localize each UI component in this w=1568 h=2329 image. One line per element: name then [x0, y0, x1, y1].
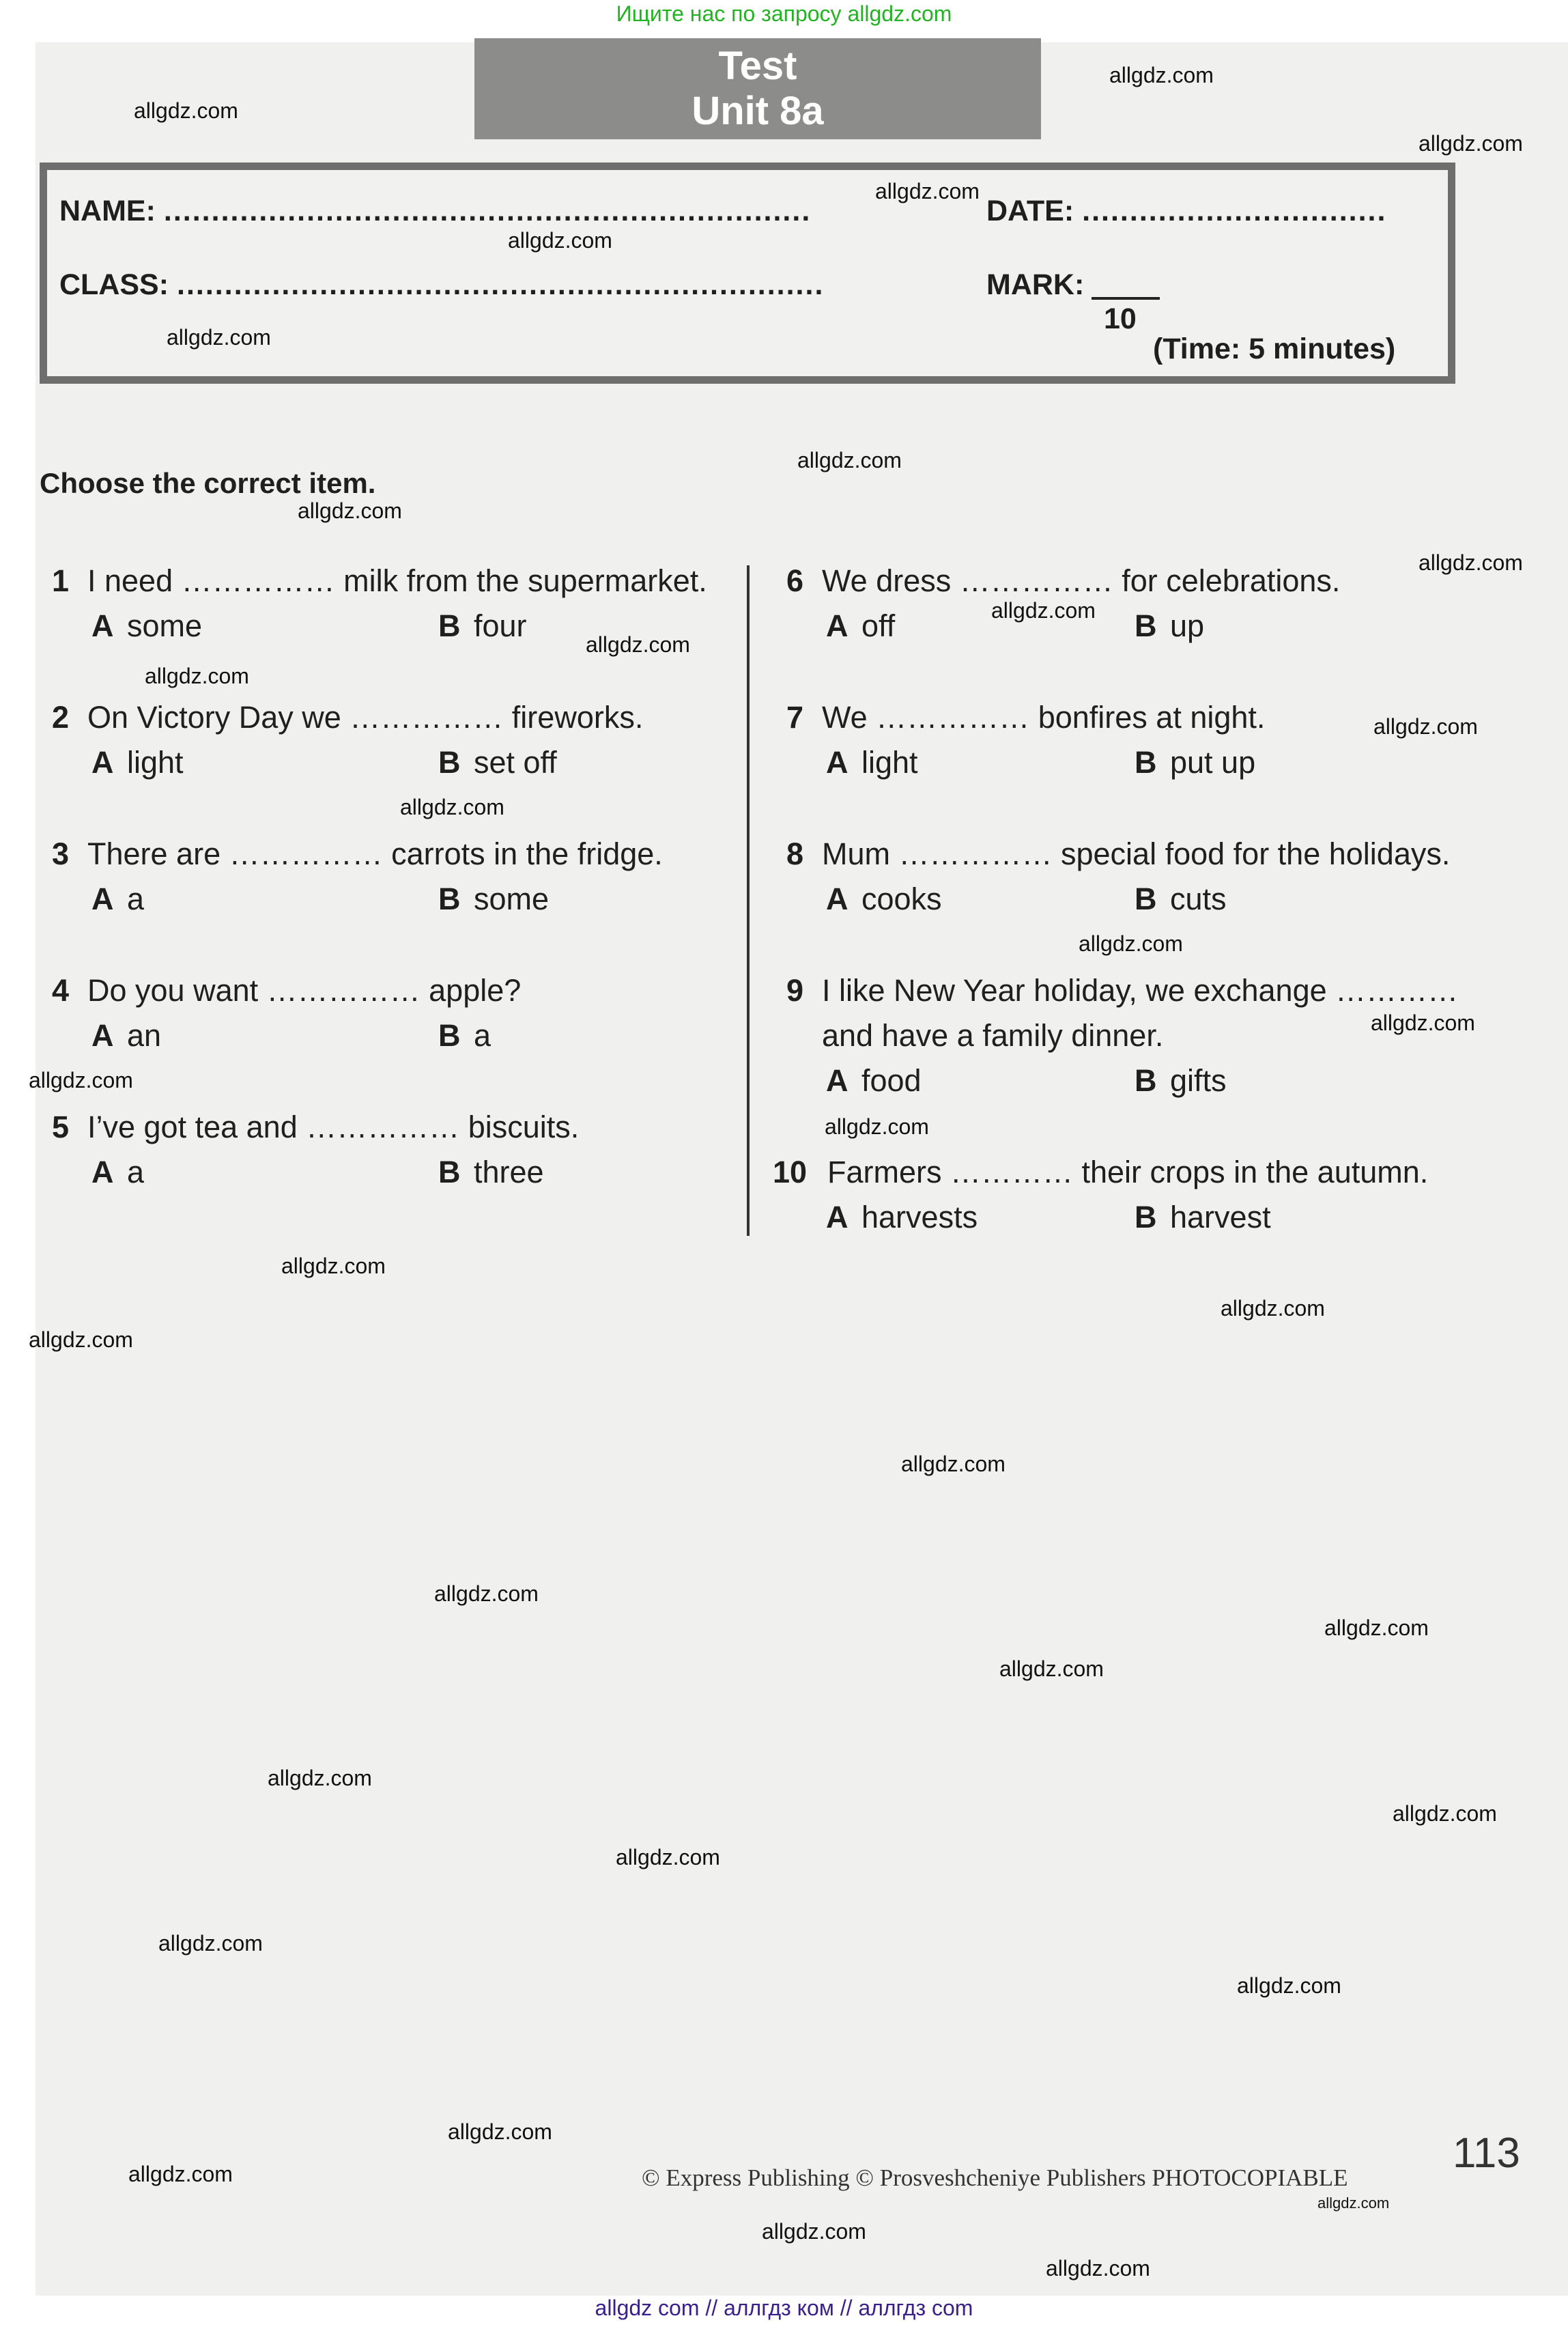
question-number: 3	[52, 836, 70, 871]
instruction: Choose the correct item.	[40, 467, 376, 499]
question-number: 7	[786, 700, 804, 735]
option-a[interactable]: A some	[91, 608, 203, 643]
watermark: allgdz.com	[268, 1766, 372, 1790]
question-9	[786, 968, 1458, 1103]
option-b[interactable]: B gifts	[1135, 1063, 1227, 1098]
copyright-notice: © Express Publishing © Prosveshcheniye Publishers PHOTOCOPIABLE	[642, 2164, 1348, 2191]
name-row	[59, 195, 811, 228]
watermark: allgdz.com	[825, 1114, 929, 1139]
watermark: allgdz.com	[158, 1931, 263, 1956]
question-text: Farmers ………… their crops in the autumn.	[827, 1155, 1429, 1189]
watermark: allgdz.com	[448, 2119, 552, 2144]
mark-label: MARK:	[986, 268, 1085, 301]
option-a[interactable]: A a	[91, 1155, 145, 1189]
title-line-1: Test	[718, 44, 797, 88]
class-label: CLASS:	[59, 268, 169, 301]
date-row	[986, 195, 1386, 228]
option-b[interactable]: B cuts	[1135, 881, 1227, 916]
option-a[interactable]: A off	[826, 608, 896, 643]
option-b[interactable]: B put up	[1135, 745, 1256, 780]
question-text: On Victory Day we …………… fireworks.	[87, 700, 644, 735]
watermark: allgdz.com	[145, 664, 249, 688]
watermark: allgdz.com	[1373, 714, 1478, 739]
watermark: allgdz.com	[1324, 1615, 1429, 1640]
watermark: allgdz.com	[1221, 1296, 1325, 1321]
watermark: allgdz.com	[1393, 1801, 1497, 1826]
question-text: There are …………… carrots in the fridge.	[87, 836, 663, 871]
watermark: allgdz.com	[1237, 1973, 1341, 1998]
question-7	[786, 695, 1265, 785]
watermark: allgdz.com	[1419, 131, 1523, 156]
time-limit: (Time: 5 minutes)	[1153, 333, 1396, 365]
watermark: allgdz.com	[29, 1068, 133, 1092]
option-a[interactable]: A food	[826, 1063, 922, 1098]
mark-denominator: 10	[1104, 302, 1137, 335]
watermark: allgdz.com	[762, 2219, 866, 2244]
option-b[interactable]: B harvest	[1135, 1200, 1271, 1234]
page-number: 113	[1453, 2130, 1520, 2177]
watermark: allgdz.com	[298, 498, 402, 523]
option-b[interactable]: B up	[1135, 608, 1205, 643]
question-5	[52, 1105, 579, 1195]
option-b[interactable]: B three	[438, 1155, 544, 1189]
question-number: 1	[52, 563, 70, 598]
question-text: Do you want …………… apple?	[87, 973, 522, 1008]
question-8	[786, 832, 1450, 922]
question-number: 8	[786, 836, 804, 871]
watermark: allgdz.com	[991, 598, 1096, 623]
question-3	[52, 832, 663, 922]
watermark: allgdz.com	[128, 2162, 233, 2186]
option-a[interactable]: A cooks	[826, 881, 942, 916]
mark-row	[986, 268, 1084, 302]
question-number: 10	[773, 1155, 808, 1189]
option-b[interactable]: B four	[438, 608, 527, 643]
top-search-link[interactable]: Ищите нас по запросу allgdz.com	[616, 1, 952, 26]
question-text: I like New Year holiday, we exchange …………	[822, 973, 1459, 1008]
test-title	[474, 38, 1041, 139]
option-b[interactable]: B set off	[438, 745, 557, 780]
question-number: 5	[52, 1110, 70, 1144]
question-text: I need …………… milk from the supermarket.	[87, 563, 707, 598]
watermark: allgdz.com	[1109, 63, 1214, 87]
option-b[interactable]: B some	[438, 881, 550, 916]
watermark: allgdz.com	[901, 1452, 1006, 1476]
watermark: allgdz.com	[1371, 1011, 1475, 1035]
question-number: 2	[52, 700, 70, 735]
question-2	[52, 695, 643, 785]
question-text: Mum …………… special food for the holidays.	[822, 836, 1451, 871]
student-info-box	[40, 163, 1455, 384]
watermark: allgdz.com	[281, 1254, 386, 1278]
option-a[interactable]: A a	[91, 881, 145, 916]
watermark: allgdz.com	[167, 325, 271, 350]
question-text-continued: and have a family dinner.	[822, 1018, 1164, 1053]
watermark: allgdz.com	[508, 228, 612, 253]
class-field[interactable]: ....................................................................	[177, 268, 825, 301]
question-number: 9	[786, 973, 804, 1008]
question-text: We …………… bonfires at night.	[822, 700, 1266, 735]
watermark: allgdz.com	[1419, 550, 1523, 575]
option-a[interactable]: A light	[91, 745, 184, 780]
watermark: allgdz.com	[29, 1327, 133, 1352]
watermark: allgdz.com	[999, 1656, 1104, 1681]
question-number: 6	[786, 563, 804, 598]
watermark: allgdz.com	[1046, 2256, 1150, 2281]
question-4	[52, 968, 521, 1058]
watermark: allgdz.com	[586, 632, 690, 657]
mark-fraction-line	[1092, 297, 1160, 300]
watermark: allgdz.com	[1317, 2194, 1390, 2212]
date-label: DATE:	[986, 195, 1074, 227]
watermark: allgdz.com	[400, 795, 504, 819]
watermark: allgdz.com	[797, 448, 902, 472]
option-a[interactable]: A harvests	[826, 1200, 978, 1234]
question-number: 4	[52, 973, 70, 1008]
question-text: We dress …………… for celebrations.	[822, 563, 1341, 598]
option-a[interactable]: A light	[826, 745, 918, 780]
name-label: NAME:	[59, 195, 156, 227]
option-a[interactable]: A an	[91, 1018, 162, 1053]
watermark: allgdz.com	[434, 1581, 539, 1606]
date-field[interactable]: ................................	[1082, 195, 1387, 227]
bottom-links[interactable]: allgdz com // аллгдз ком // аллгдз com	[595, 2296, 973, 2320]
option-b[interactable]: B a	[438, 1018, 491, 1053]
question-10	[773, 1150, 1428, 1240]
watermark: allgdz.com	[134, 98, 238, 123]
title-line-2: Unit 8a	[692, 89, 824, 133]
name-field[interactable]: ....................................................................	[163, 195, 812, 227]
watermark: allgdz.com	[875, 179, 980, 203]
column-divider	[747, 565, 750, 1236]
watermark: allgdz.com	[1079, 931, 1183, 956]
class-row	[59, 268, 824, 302]
watermark: allgdz.com	[616, 1845, 720, 1869]
question-text: I’ve got tea and …………… biscuits.	[87, 1110, 580, 1144]
